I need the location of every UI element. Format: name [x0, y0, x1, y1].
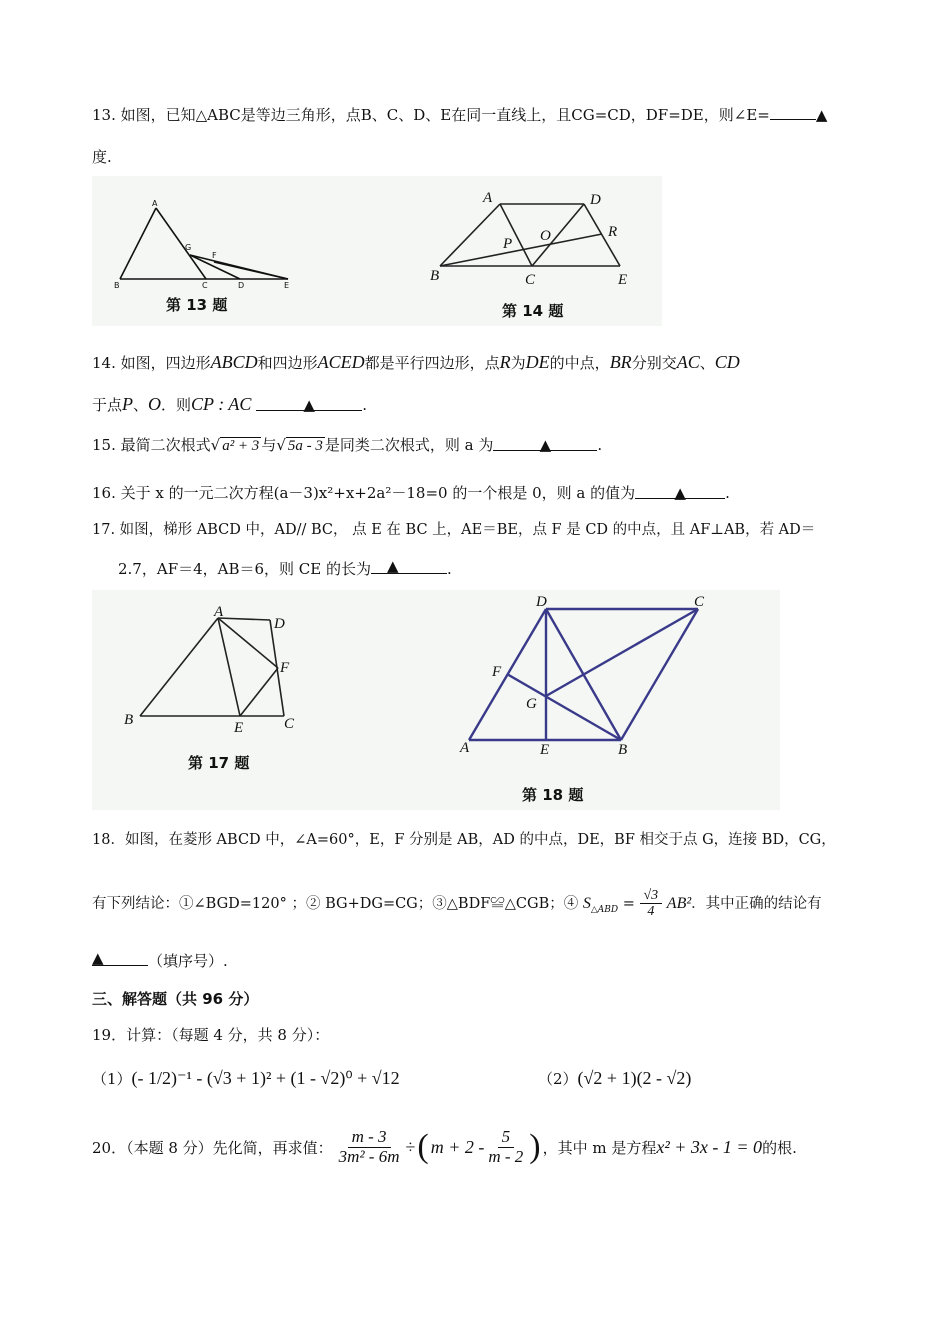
q20-num: m - 3 [348, 1128, 391, 1148]
q14-ratio: CP : AC [191, 394, 252, 414]
fig18-label-A: A [460, 740, 470, 756]
fig14-label-O: O [540, 228, 551, 244]
q14-p: P [122, 394, 134, 414]
q14-br: BR [609, 352, 632, 372]
q16-text: 16. 关于 x 的一元二次方程(a－3)x²+x+2a²－18=0 的一个根是 0，则 a 的值为 [92, 484, 636, 502]
q18-num: √3 [640, 888, 663, 904]
q19-p2-label: （2） [538, 1070, 578, 1088]
fig13-caption: 第 13 题 [166, 296, 228, 314]
q14-ac: AC [676, 352, 700, 372]
q18-sub: △ABD [590, 904, 619, 915]
figure-13-14-panel [92, 176, 662, 326]
question-18-line1: 18．如图，在菱形 ABCD 中，∠A=60°，E，F 分别是 AB，AD 的中点，DE，BF 相交于点 G，连接 BD，CG， [92, 832, 836, 848]
q18-fraction [640, 888, 663, 920]
q13-tail: 度. [92, 148, 112, 166]
fig17-label-A: A [214, 604, 224, 620]
fig13-label-C: C [202, 281, 208, 290]
fig14-label-R: R [608, 224, 618, 240]
q19-p1-label: （1） [92, 1070, 132, 1088]
fig13-label-B: B [114, 281, 120, 290]
fig13-label-G: G [185, 243, 192, 252]
q15-pre: 15. 最简二次根式 [92, 436, 211, 454]
figure-14-diagram [430, 190, 627, 288]
q14-mid2: 都是平行四边形，点 [364, 354, 500, 372]
q18-line3: （填序号）. [148, 952, 228, 970]
q15-blank [493, 436, 597, 454]
fig14-label-P: P [503, 236, 513, 252]
question-14-line1 [92, 352, 740, 373]
q16-blank [635, 484, 725, 502]
fig17-label-D: D [274, 616, 285, 632]
fig18-label-G: G [526, 696, 537, 712]
q18-eq: = [622, 895, 635, 912]
answer-marker: ▲ [674, 484, 686, 502]
fig14-caption: 第 14 题 [502, 302, 564, 320]
figure-18-diagram [459, 594, 705, 758]
q14-cd: CD [714, 352, 740, 372]
q14-sep: 、 [699, 354, 715, 372]
question-18-line2 [92, 888, 822, 920]
q20-den: 3m² - 6m [338, 1146, 400, 1166]
q13-blank [770, 105, 816, 120]
q18-ab2: AB² [666, 894, 692, 912]
q18-line2b: ．其中正确的结论有 [691, 895, 822, 912]
q14-mid1: 和四边形 [257, 354, 318, 372]
answer-marker: ▲ [815, 106, 828, 124]
fig14-label-D: D [590, 192, 601, 208]
q18-line2a: 有下列结论：①∠BGD=120° ；② BG+DG=CG；③△BDF≌△CGB；④ [92, 895, 579, 912]
q19-p1-expr: (- 1/2)⁻¹ - (√3 + 1)² + (1 - √2)⁰ + √12 [131, 1068, 400, 1088]
q15-mid: 与 [261, 436, 277, 454]
q20-end: 的根. [762, 1138, 797, 1157]
q14-abcd: ABCD [210, 352, 258, 372]
fig17-label-F: F [280, 660, 290, 676]
fig13-label-D: D [238, 281, 245, 290]
q13-text: 13. 如图，已知△ABC是等边三角形，点B、C、D、E在同一直线上，且CG=CD，DF=DE，则∠E= [92, 106, 770, 124]
question-13 [92, 104, 827, 125]
q14-line2b: ．则 [161, 396, 192, 414]
fig17-label-B: B [124, 712, 134, 728]
q20-fraction [339, 1128, 400, 1166]
q14-mid4: 的中点， [549, 354, 610, 372]
q16-end: . [725, 484, 730, 502]
fig14-label-C: C [525, 272, 536, 288]
fig18-label-D: D [536, 594, 547, 610]
q14-pre: 14. 如图，四边形 [92, 354, 211, 372]
question-19-title: 19．计算：（每题 4 分，共 8 分）： [92, 1026, 330, 1044]
q20-inner-fraction [488, 1128, 523, 1166]
q20-inner-den: m - 2 [488, 1146, 524, 1166]
q14-de: DE [525, 352, 550, 372]
question-20 [92, 1128, 797, 1166]
q14-end: . [362, 396, 367, 414]
fig13-label-E: E [284, 281, 290, 290]
figure-17-18-panel [92, 590, 780, 810]
q14-mid5: 分别交 [631, 354, 677, 372]
q19-p2-expr: (√2 + 1)(2 - √2) [577, 1068, 692, 1088]
fig17-caption: 第 17 题 [188, 754, 250, 772]
q14-mid3: 为 [510, 354, 526, 372]
question-14-line2 [92, 394, 367, 415]
q17-blank [371, 559, 447, 574]
q14-r: R [499, 352, 511, 372]
q17-end: . [447, 560, 452, 578]
q20-div: ÷ [405, 1136, 416, 1157]
fig14-label-E: E [618, 272, 628, 288]
q20-post: ，其中 m 是方程 [542, 1138, 657, 1157]
q14-sep2: 、 [133, 396, 149, 414]
question-18-line3 [92, 950, 228, 971]
answer-marker: ▲ [303, 396, 315, 414]
q20-equation: x² + 3x - 1 = 0 [656, 1136, 763, 1157]
fig18-caption: 第 18 题 [522, 786, 584, 804]
q20-left-paren: ( [417, 1128, 429, 1166]
question-17-line2 [118, 558, 452, 579]
question-19-part-2 [538, 1068, 691, 1089]
question-17-line1: 17. 如图，梯形 ABCD 中，AD// BC， 点 E 在 BC 上，AE＝BE，点 F 是 CD 的中点，且 AF⊥AB，若 AD＝ [92, 522, 816, 538]
q15-radicand-1: a² + 3 [222, 438, 260, 454]
q20-pre: 20．（本题 8 分）先化简，再求值： [92, 1138, 333, 1157]
fig13-label-F: F [212, 251, 217, 260]
question-16 [92, 482, 730, 503]
answer-marker: ▲ [92, 949, 104, 967]
answer-marker: ▲ [387, 557, 399, 575]
q14-blank [256, 396, 362, 414]
q18-s: S [582, 894, 591, 912]
q20-paren-a: m + 2 - [430, 1136, 485, 1157]
q15-end: . [597, 436, 603, 454]
fig18-label-C: C [694, 594, 705, 610]
q14-o: O [148, 394, 162, 414]
q14-aced: ACED [317, 352, 365, 372]
fig14-label-A: A [483, 190, 493, 206]
fig18-label-F: F [492, 664, 502, 680]
fig17-label-C: C [284, 716, 295, 732]
q20-inner-num: 5 [498, 1128, 515, 1148]
q14-line2a: 于点 [92, 396, 123, 414]
fig17-label-E: E [234, 720, 244, 736]
q15-radicand-2: 5a - 3 [287, 438, 323, 454]
fig13-label-A: A [152, 199, 158, 208]
q18-den: 4 [647, 904, 655, 920]
q20-right-paren: ) [529, 1128, 541, 1166]
answer-marker: ▲ [539, 436, 552, 454]
q15-post: 是同类二次根式，则 a 为 [324, 436, 494, 454]
section-3-title: 三、解答题（共 96 分） [92, 990, 259, 1008]
q18-blank [92, 951, 148, 966]
q17-line2: 2.7，AF＝4，AB＝6，则 CE 的长为 [118, 560, 372, 578]
fig18-label-B: B [618, 742, 628, 758]
fig18-label-E: E [540, 742, 550, 758]
fig14-label-B: B [430, 268, 440, 284]
question-15: 15. 最简二次根式√ a² + 3 与√ 5a - 3 是同类二次根式，则 a 为 ▲ . [92, 436, 603, 454]
figure-17-diagram [92, 590, 780, 810]
question-19-part-1 [92, 1068, 400, 1089]
